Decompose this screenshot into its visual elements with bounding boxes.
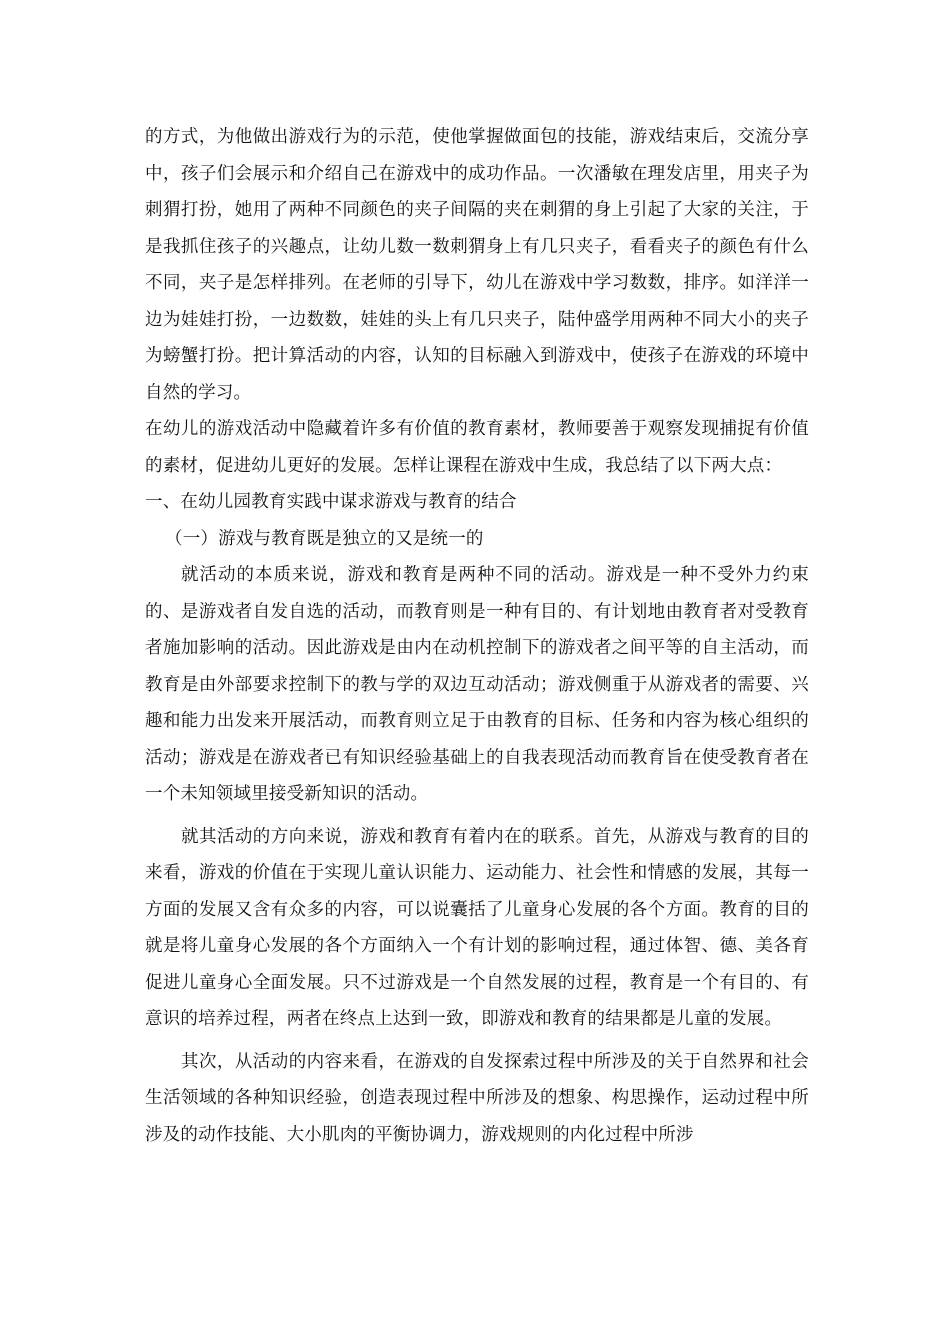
document-page (145, 119, 809, 1153)
subsection-heading: （一）游戏与教育既是独立的又是统一的 (165, 528, 484, 549)
paragraph-direction: 就其活动的方向来说，游戏和教育有着内在的联系。首先，从游戏与教育的目的来看，游戏的价值在于实现儿童认识能力、运动能力、社会性和情感的发展，其每一方面的发展又含有众多的内容，可以说囊括了儿童身心发展的各个方面。教育的目的就是将儿童身心发展的各个方面纳入一个有计划的影响过程，通过体智、德、美各育促进儿童身心全面发展。只不过游戏是一个自然发展的过程，教育是一个有目的、有意识的培养过程，两者在终点上达到一致，即游戏和教育的结果都是儿童的发展。 (145, 826, 809, 1029)
paragraph-essence: 就活动的本质来说，游戏和教育是两种不同的活动。游戏是一种不受外力约束的、是游戏者自发自选的活动，而教育则是一种有目的、有计划地由教育者对受教育者施加影响的活动。因此游戏是由内在动机控制下的游戏者之间平等的自主活动，而教育是由外部要求控制下的教与学的双边互动活动；游戏侧重于从游戏者的需要、兴趣和能力出发来开展活动，而教育则立足于由教育的目标、任务和内容为核心组织的活动；游戏是在游戏者已有知识经验基础上的自我表现活动而教育旨在使受教育者在一个未知领域里接受新知识的活动。 (145, 565, 809, 804)
paragraph-continuation: 的方式，为他做出游戏行为的示范，使他掌握做面包的技能，游戏结束后，交流分享中，孩子们会展示和介绍自己在游戏中的成功作品。一次潘敏在理发店里，用夹子为刺猬打扮，她用了两种不同颜色的夹子间隔的夹在刺猬的身上引起了大家的关注，于是我抓住孩子的兴趣点，让幼儿数一数刺猬身上有几只夹子，看看夹子的颜色有什么不同，夹子是怎样排列。在老师的引导下，幼儿在游戏中学习数数，排序。如洋洋一边为娃娃打扮，一边数数，娃娃的头上有几只夹子，陆仲盛学用两种不同大小的夹子为螃蟹打扮。把计算活动的内容，认知的目标融入到游戏中，使孩子在游戏的环境中自然的学习。 (145, 127, 809, 403)
paragraph-content: 其次，从活动的内容来看，在游戏的自发探索过程中所涉及的关于自然界和社会生活领域的各种知识经验，创造表现过程中所涉及的想象、构思操作，运动过程中所涉及的动作技能、大小肌肉的平衡协调力，游戏规则的内化过程中所涉 (145, 1051, 809, 1145)
paragraph-intro: 在幼儿的游戏活动中隐藏着许多有价值的教育素材，教师要善于观察发现捕捉有价值的素材，促进幼儿更好的发展。怎样让课程在游戏中生成，我总结了以下两大点： (145, 419, 809, 476)
section-heading: 一、在幼儿园教育实践中谋求游戏与教育的结合 (145, 492, 517, 512)
